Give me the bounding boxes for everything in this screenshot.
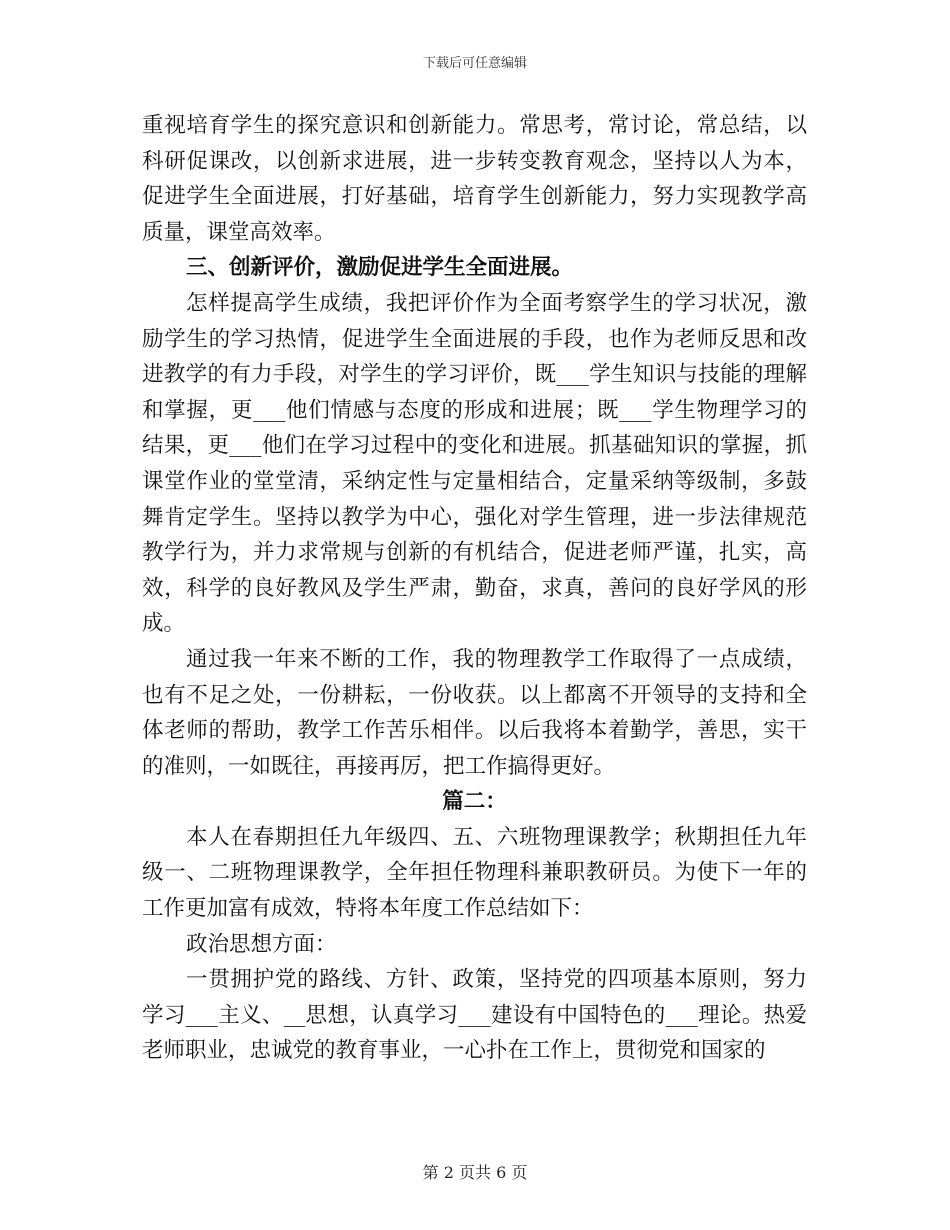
document-body (142, 108, 807, 1069)
paragraph-intro: 本人在春期担任九年级四、五、六班物理课教学；秋期担任九年级一、二班物理课教学，全年担任物理科兼职教研员。为使下一年的工作更加富有成效，特将本年度工作总结如下： (142, 824, 807, 922)
paragraph-continuation: 重视培育学生的探究意识和创新能力。常思考，常讨论，常总结，以科研促课改，以创新求进展，进一步转变教育观念，坚持以人为本，促进学生全面进展，打好基础，培育学生创新能力，努力实现教学高质量，课堂高效率。 (142, 113, 807, 245)
section-heading-3: 三、创新评价，激励促进学生全面进展。 (186, 255, 574, 281)
paragraph-evaluation: 怎样提高学生成绩，我把评价作为全面考察学生的学习状况，激励学生的学习热情，促进学生全面进展的手段，也作为老师反思和改进教学的有力手段，对学生的学习评价，既___学生知识与技能的理解和掌握，更___他们情感与态度的形成和进展；既___学生物理学习的结果，更___他们在学习过程中的变化和进展。抓基础知识的掌握，抓课堂作业的堂堂清，采纳定性与定量相结合，定量采纳等级制，多鼓舞肯定学生。坚持以教学为中心，强化对学生管理，进一步法律规范教学行为，并力求常规与创新的有机结合，促进老师严谨，扎实，高效，科学的良好教风及学生严肃，勤奋，求真，善问的良好学风的形成。 (142, 290, 807, 637)
paragraph-politics: 一贯拥护党的路线、方针、政策，坚持党的四项基本原则，努力学习___主义、__思想，认真学习___建设有中国特色的___理论。热爱老师职业，忠诚党的教育事业，一心扑在工作上，贯彻党和国家的 (142, 967, 807, 1064)
page-footer: 第 2 页共 6 页 (422, 1163, 528, 1182)
page-header: 下载后可任意编辑 (422, 56, 527, 71)
paragraph-conclusion: 通过我一年来不断的工作，我的物理教学工作取得了一点成绩，也有不足之处，一份耕耘，一份收获。以上都离不开领导的支持和全体老师的帮助，教学工作苦乐相伴。以后我将本着勤学，善思，实干的准则，一如既往，再接再厉，把工作搞得更好。 (142, 646, 807, 779)
part-two-heading: 篇二： (442, 789, 507, 815)
paragraph-politics-heading: 政治思想方面： (186, 931, 337, 957)
